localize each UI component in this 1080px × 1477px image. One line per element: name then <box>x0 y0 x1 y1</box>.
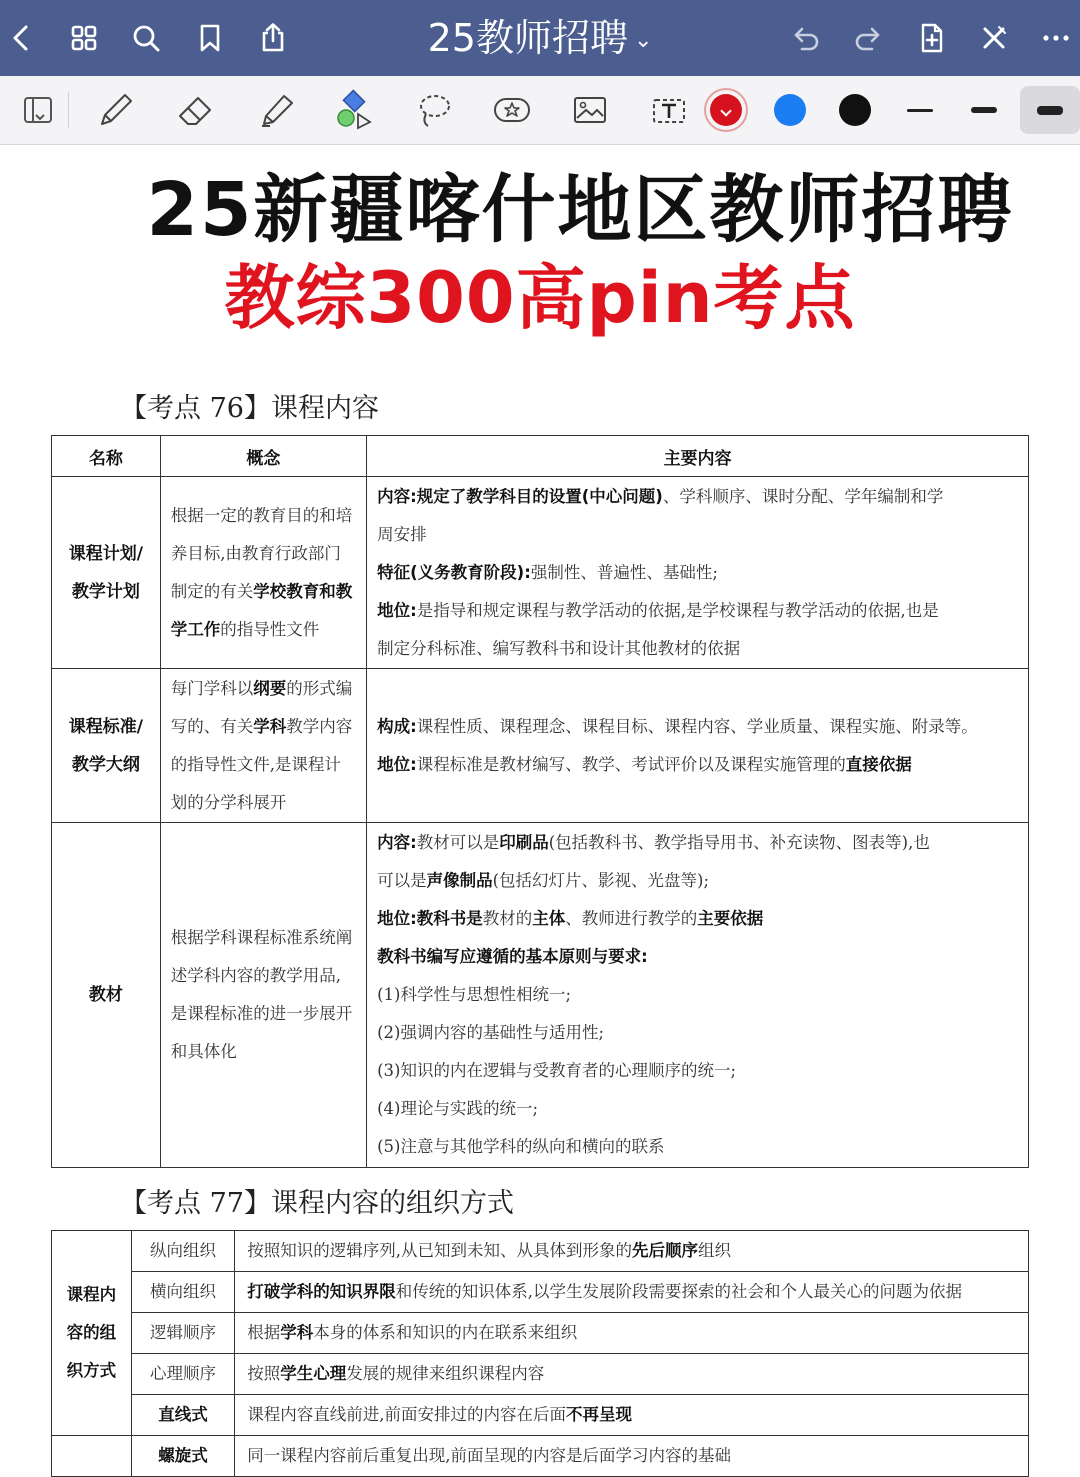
pen-tool-icon[interactable] <box>90 86 142 134</box>
toolbar-divider <box>68 92 69 128</box>
row-name-cell <box>52 477 161 669</box>
stroke-medium-icon <box>971 107 997 113</box>
description-cell <box>235 1436 1029 1477</box>
stroke-thin-option[interactable] <box>894 86 946 134</box>
row-concept-cell <box>160 823 366 1168</box>
shapes-tool-icon[interactable] <box>328 86 380 134</box>
selected-check-icon <box>710 94 742 126</box>
color-red-swatch[interactable] <box>700 86 752 134</box>
table-row <box>52 1354 1029 1395</box>
text-run: 强制性、普遍性、基础性; <box>530 562 718 582</box>
row-content-cell <box>367 477 1029 669</box>
table-row <box>52 1395 1029 1436</box>
close-pen-icon[interactable] <box>974 18 1014 58</box>
content-line <box>377 862 1018 900</box>
bold-text: 构成: <box>377 716 417 736</box>
group-label-line: 织方式 <box>66 1361 117 1380</box>
content-line <box>377 1014 1018 1052</box>
text-run: (包括幻灯片、影视、光盘等); <box>492 871 710 890</box>
text-run: 按照 <box>247 1364 281 1383</box>
bold-text: 学科 <box>253 716 287 736</box>
text-tool-icon[interactable] <box>642 86 694 134</box>
content-line <box>377 478 1018 516</box>
document-title-text[interactable]: 25教师招聘 <box>427 16 628 60</box>
bold-text: 不再呈现 <box>566 1405 632 1424</box>
content-line <box>377 516 1018 554</box>
row-name-line: 课程计划/ <box>68 543 143 564</box>
more-icon[interactable] <box>1036 18 1076 58</box>
text-run: 教材的 <box>482 909 533 928</box>
description-cell <box>235 1231 1029 1272</box>
content-line <box>377 746 1018 784</box>
content-line <box>377 1090 1018 1128</box>
text-run: (包括教科书、教学指导用书、补充读物、图表等),也 <box>548 833 930 852</box>
eraser-tool-icon[interactable] <box>170 86 222 134</box>
content-line <box>377 630 1018 668</box>
bookmark-icon[interactable] <box>190 18 230 58</box>
content-line <box>377 1052 1018 1090</box>
text-run: 课程标准是教材编写、教学、考试评价以及课程实施管理的 <box>416 754 846 774</box>
add-page-icon[interactable] <box>912 18 952 58</box>
section-77-title: 【考点 77】课程内容的组织方式 <box>120 1188 514 1219</box>
text-run: 、教师进行教学的 <box>565 909 698 928</box>
text-run: 本身的体系和知识的内在联系来组织 <box>313 1323 578 1342</box>
content-line <box>377 976 1018 1014</box>
bold-text: 打破学科的知识界限 <box>247 1282 396 1301</box>
text-run: 根据 <box>247 1323 281 1342</box>
text-run: 可以是 <box>377 871 427 890</box>
bold-text: 地位: <box>377 754 417 774</box>
row-name-cell <box>52 669 161 823</box>
table-row <box>52 1272 1029 1313</box>
content-line <box>377 554 1018 592</box>
text-run: 制定分科标准、编写教科书和设计其他教材的依据 <box>377 638 741 658</box>
sub-label-cell: 心理顺序 <box>131 1354 235 1395</box>
table-row <box>52 477 1029 669</box>
bold-text: 地位: <box>377 600 417 620</box>
color-blue-dot <box>774 94 806 126</box>
header-concept: 概念 <box>160 436 366 477</box>
highlighter-tool-icon[interactable] <box>250 86 302 134</box>
text-run: (5)注意与其他学科的纵向和横向的联系 <box>377 1137 665 1156</box>
text-run: (3)知识的内在逻辑与受教育者的心理顺序的统一; <box>377 1061 737 1080</box>
text-run: (2)强调内容的基础性与适用性; <box>377 1023 605 1042</box>
title-chevron-icon[interactable]: ⌄ <box>633 27 653 53</box>
group-label-line: 容的组 <box>66 1323 117 1342</box>
table-row <box>52 823 1029 1168</box>
back-icon[interactable] <box>2 18 42 58</box>
header-name: 名称 <box>52 436 161 477</box>
bold-text: 学科 <box>280 1323 314 1342</box>
description-cell <box>235 1313 1029 1354</box>
text-run: 和传统的知识体系,以学生发展阶段需要探索的社会和个人最关心的问题为依据 <box>395 1282 962 1301</box>
content-line <box>377 1128 1018 1166</box>
document-heading: 25新疆喀什地区教师招聘 <box>146 167 1014 253</box>
undo-icon[interactable] <box>786 18 826 58</box>
text-run: 课程内容直线前进,前面安排过的内容在后面 <box>247 1405 566 1424</box>
title-bar <box>0 0 1080 76</box>
color-blue-swatch[interactable] <box>764 86 816 134</box>
text-run: 同一课程内容前后重复出现,前面呈现的内容是后面学习内容的基础 <box>247 1446 731 1465</box>
text-run: 教材可以是 <box>416 833 500 852</box>
row-name-line: 课程标准/ <box>68 716 143 737</box>
stroke-thick-icon <box>1037 106 1063 115</box>
sub-label-cell: 逻辑顺序 <box>131 1313 235 1354</box>
bold-text: 主体 <box>532 909 566 928</box>
description-cell <box>235 1272 1029 1313</box>
description-cell <box>235 1395 1029 1436</box>
text-run: 、学科顺序、课时分配、学年编制和学 <box>662 486 944 506</box>
read-mode-icon[interactable] <box>12 86 64 134</box>
bold-text: 声像制品 <box>426 871 493 890</box>
bold-text: 学生心理 <box>280 1364 347 1383</box>
drawing-toolbar <box>0 76 1080 145</box>
image-tool-icon[interactable] <box>564 86 616 134</box>
text-run: 按照知识的逻辑序列,从已知到未知、从具体到形象的 <box>247 1241 632 1260</box>
text-run: 根据学科课程标准系统阐述学科内容的教学用品,是课程标准的进一步展开和具体化 <box>170 928 353 1061</box>
text-run: 发展的规律来组织课程内容 <box>346 1364 545 1383</box>
bold-text: 纲要 <box>253 678 287 698</box>
text-run: (4)理论与实践的统一; <box>377 1099 539 1118</box>
text-run: 每门学科以 <box>170 678 254 698</box>
bold-text: 直接依据 <box>845 754 912 774</box>
text-run: 是指导和规定课程与教学活动的依据,是学校课程与教学活动的依据,也是 <box>416 600 939 620</box>
content-line <box>377 938 1018 976</box>
content-line <box>377 708 1018 746</box>
row-concept-cell <box>160 669 366 823</box>
stroke-medium-option[interactable] <box>958 86 1010 134</box>
text-run: 的形式编写的、有关 <box>170 678 353 736</box>
bold-text: 先后顺序 <box>632 1241 698 1260</box>
sub-label-cell: 螺旋式 <box>131 1436 235 1477</box>
header-main-content: 主要内容 <box>367 436 1029 477</box>
table-row <box>52 669 1029 823</box>
text-run: 课程性质、课程理念、课程目标、课程内容、学业质量、课程实施、附录等。 <box>416 716 978 736</box>
table-header-row <box>52 436 1029 477</box>
row-content-cell <box>367 669 1029 823</box>
share-icon[interactable] <box>253 18 293 58</box>
description-cell <box>235 1354 1029 1395</box>
bold-text: 教科书编写应遵循的基本原则与要求: <box>377 947 648 966</box>
text-run: 的指导性文件 <box>220 619 320 639</box>
bold-text: 学校教育和教学工作 <box>170 581 353 639</box>
content-line <box>377 592 1018 630</box>
bold-text: 内容: <box>377 833 417 852</box>
color-black-swatch[interactable] <box>829 86 881 134</box>
course-content-table <box>51 435 1029 1168</box>
table-row <box>52 1436 1029 1477</box>
bold-text: 地位:教科书是 <box>377 909 483 928</box>
lasso-tool-icon[interactable] <box>408 86 460 134</box>
section-76-title: 【考点 76】课程内容 <box>120 393 379 424</box>
redo-icon[interactable] <box>848 18 888 58</box>
document-subheading: 教综300高pin考点 <box>224 257 856 339</box>
group-label-cell-continued <box>52 1436 132 1477</box>
grid-view-icon[interactable] <box>64 18 104 58</box>
bold-text: 印刷品 <box>499 833 549 852</box>
text-run: (1)科学性与思想性相统一; <box>377 985 572 1004</box>
table-row <box>52 1313 1029 1354</box>
row-name-line: 教材 <box>88 985 123 1005</box>
sub-label-cell: 直线式 <box>131 1395 235 1436</box>
stroke-thin-icon <box>907 109 933 112</box>
content-line <box>377 900 1018 938</box>
sub-label-cell: 纵向组织 <box>131 1231 235 1272</box>
content-line <box>377 824 1018 862</box>
row-concept-cell <box>160 477 366 669</box>
group-label-line: 课程内 <box>66 1285 117 1304</box>
stroke-thick-option[interactable] <box>1020 86 1080 134</box>
text-run: 教学内容的指导性文件,是课程计划的分学科展开 <box>170 716 353 812</box>
bold-text: 主要依据 <box>697 909 764 928</box>
text-run: 根据一定的教育目的和培养目标,由教育行政部门制定的有关 <box>170 505 353 601</box>
row-name-line: 教学大纲 <box>71 754 140 775</box>
row-content-cell <box>367 823 1029 1168</box>
search-icon[interactable] <box>126 18 166 58</box>
table-row <box>52 1231 1029 1272</box>
bold-text: 内容:规定了教学科目的设置(中心问题) <box>377 486 663 506</box>
text-run: 组织 <box>698 1241 731 1260</box>
sticker-tool-icon[interactable] <box>486 86 538 134</box>
color-black-dot <box>839 94 871 126</box>
group-label-cell <box>52 1231 132 1436</box>
sub-label-cell: 横向组织 <box>131 1272 235 1313</box>
bold-text: 特征(义务教育阶段): <box>377 562 531 582</box>
row-name-cell <box>52 823 161 1168</box>
row-name-line: 教学计划 <box>71 581 140 602</box>
text-run: 周安排 <box>377 524 427 544</box>
